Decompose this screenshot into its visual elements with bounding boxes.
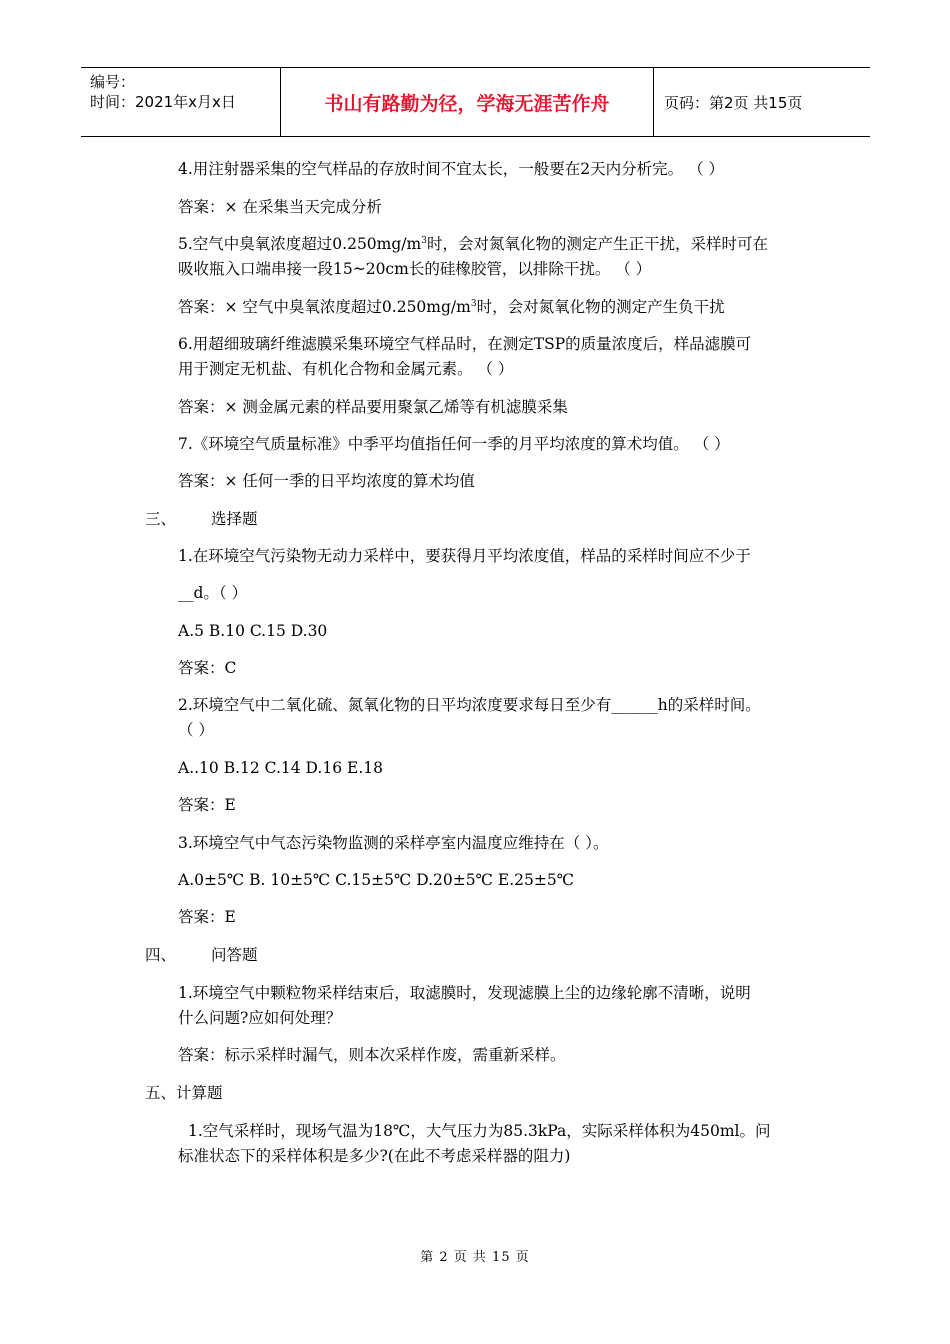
choice-1-line1: 1.在环境空气污染物无动力采样中，要获得月平均浓度值，样品的采样时间应不少于 <box>178 547 751 565</box>
choice-1-options: A.5 B.10 C.15 D.30 <box>178 622 328 640</box>
page-header <box>81 67 870 137</box>
choice-2-line1: 2.环境空气中二氧化硫、氮氧化物的日平均浓度要求每日至少有______h的采样时间。 <box>178 696 761 714</box>
choice-3-answer: 答案：E <box>178 908 236 926</box>
choice-2-answer: 答案：E <box>178 796 236 814</box>
answer-7: 答案：× 任何一季的日平均浓度的算术均值 <box>178 472 475 490</box>
header-motto: 书山有路勤为径，学海无涯苦作舟 <box>281 68 654 136</box>
choice-1-line2: __d。（ ） <box>178 584 248 602</box>
calc-1-line2: 标准状态下的采样体积是多少?(在此不考虑采样器的阻力) <box>178 1147 571 1165</box>
section-4-heading: 四、 问答题 <box>145 946 258 964</box>
choice-3-line1: 3.环境空气中气态污染物监测的采样亭室内温度应维持在（ ）。 <box>178 834 609 852</box>
question-6-line2: 用于测定无机盐、有机化合物和金属元素。 （ ） <box>178 360 514 378</box>
qa-1-line1: 1.环境空气中颗粒物采样结束后，取滤膜时，发现滤膜上尘的边缘轮廓不清晰，说明 <box>178 984 751 1002</box>
header-meta <box>81 68 281 136</box>
question-7: 7.《环境空气质量标准》中季平均值指任何一季的月平均浓度的算术均值。 （ ） <box>178 435 730 453</box>
section-3-heading: 三、 选择题 <box>145 510 258 528</box>
date-label: 时间：2021年x月x日 <box>90 93 236 111</box>
choice-1-answer: 答案：C <box>178 659 237 677</box>
question-4: 4.用注射器采集的空气样品的存放时间不宜太长，一般要在2天内分析完。 （ ） <box>178 160 725 178</box>
section-5-heading: 五、计算题 <box>145 1084 223 1102</box>
choice-2-options: A..10 B.12 C.14 D.16 E.18 <box>178 759 383 777</box>
qa-1-answer: 答案：标示采样时漏气，则本次采样作废，需重新采样。 <box>178 1046 566 1064</box>
answer-4: 答案：× 在采集当天完成分析 <box>178 198 382 216</box>
code-label: 编号： <box>90 73 136 91</box>
qa-1-line2: 什么问题?应如何处理？ <box>178 1009 342 1027</box>
page-footer: 第 2 页 共 15 页 <box>420 1250 530 1265</box>
question-5-line1: 5.空气中臭氧浓度超过$0.250mg/m^3$时，会对氮氧化物的测定产生正干扰，采样时可在 <box>178 235 768 253</box>
answer-5: 答案：× 空气中臭氧浓度超过$0.250mg/m^3$时，会对氮氧化物的测定产生负干扰 <box>178 298 725 316</box>
choice-3-options: A.0±5℃ B. 10±5℃ C.15±5℃ D.20±5℃ E.25±5℃ <box>178 871 575 889</box>
calc-1-line1: 1.空气采样时，现场气温为18℃，大气压力为85.3kPa，实际采样体积为450ml。问 <box>188 1122 771 1140</box>
question-6-line1: 6.用超细玻璃纤维滤膜采集环境空气样品时，在测定TSP的质量浓度后，样品滤膜可 <box>178 335 752 353</box>
answer-6: 答案：× 测金属元素的样品要用聚氯乙烯等有机滤膜采集 <box>178 398 568 416</box>
choice-2-line2: （ ） <box>178 721 214 739</box>
question-5-line2: 吸收瓶入口端串接一段15~20cm长的硅橡胶管，以排除干扰。 （ ） <box>178 260 652 278</box>
header-page-info: 页码：第2页 共15页 <box>664 93 803 112</box>
